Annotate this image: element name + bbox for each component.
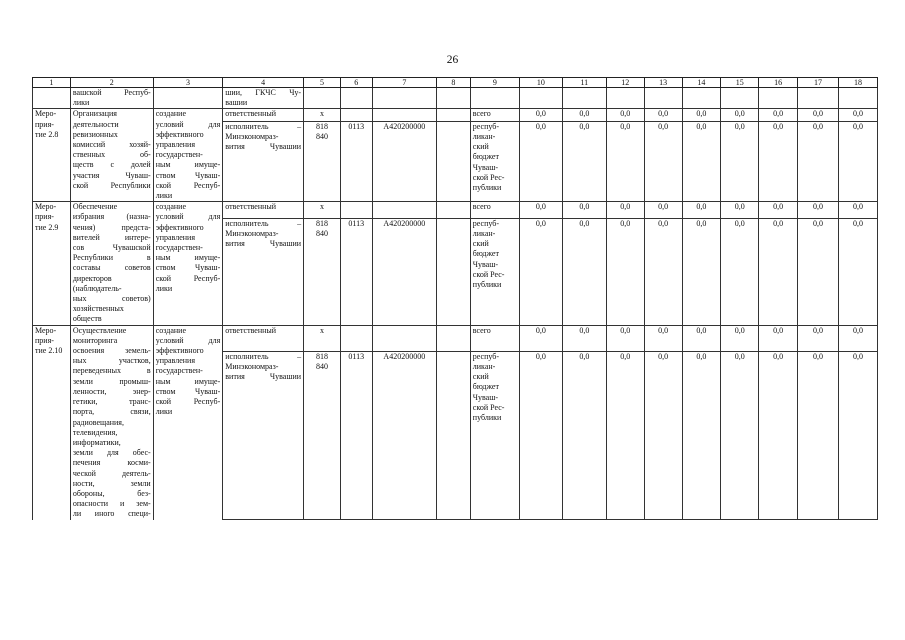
funding-source [470, 351, 519, 519]
amount-cell: 0,0 [682, 202, 721, 219]
column-header-16: 16 [759, 78, 798, 88]
amount-cell: 0,0 [798, 351, 839, 519]
event-description [70, 325, 153, 519]
event-goal [153, 325, 223, 519]
vr-code [437, 202, 471, 219]
column-header-9: 9 [470, 78, 519, 88]
continuation-empty-cell [153, 88, 223, 109]
continuation-empty-cell [721, 88, 759, 109]
event-description-line: (наблюдатель- [72, 283, 122, 293]
amount-cell: 0,0 [606, 109, 644, 121]
continuation-empty-cell [304, 88, 341, 109]
event-description-line: порта, связи, [72, 407, 151, 417]
funding-source: всего [470, 325, 519, 351]
amount-cell: 0,0 [519, 218, 562, 325]
event-goal-line: создание [155, 325, 187, 335]
amount-cell: 0,0 [838, 202, 877, 219]
vr-code [437, 109, 471, 121]
amount-cell: 0,0 [606, 121, 644, 201]
column-header-13: 13 [644, 78, 682, 88]
event-goal-line: эффективного [155, 129, 204, 139]
continuation-description-line: лики [72, 98, 90, 108]
amount-cell: 0,0 [759, 218, 798, 325]
amount-cell: 0,0 [606, 351, 644, 519]
event-goal-line: государствен- [155, 150, 203, 160]
event-goal-line: управления [155, 232, 195, 242]
amount-cell: 0,0 [759, 121, 798, 201]
amount-cell: 0,0 [562, 218, 606, 325]
continuation-row [33, 88, 878, 109]
amount-cell: 0,0 [606, 325, 644, 351]
funding-source-line: бюджет [472, 152, 499, 162]
table-header [33, 78, 878, 88]
event-goal-line: создание [155, 202, 187, 212]
event-goal-line: лики [155, 283, 173, 293]
column-header-4: 4 [223, 78, 304, 88]
amount-cell: 0,0 [798, 202, 839, 219]
event-description-line: ской Республики [72, 180, 151, 190]
event-description-line: опасности и зем- [72, 499, 151, 509]
event-row [33, 325, 878, 351]
event-goal-line: условий для [155, 335, 221, 345]
event-description-line: деятельности [72, 119, 119, 129]
executor-line: Минэкономраз- [225, 132, 279, 142]
executor-line: Минэкономраз- [225, 228, 279, 238]
funding-source-line: публики [472, 412, 502, 422]
event-description-line: ных советов) [72, 294, 151, 304]
event-description-line: составы советов [72, 263, 151, 273]
event-goal-line: ской Респуб- [155, 273, 221, 283]
funding-source-line: ский [472, 239, 489, 249]
event-description-line: сов Чувашской [72, 243, 151, 253]
executor-line: исполнитель – [225, 351, 302, 361]
event-number-line: Меро- [35, 325, 57, 335]
vr-code [437, 351, 471, 519]
funding-source-line: ский [472, 372, 489, 382]
csr-code [372, 109, 436, 121]
executor-line: Минэкономраз- [225, 361, 279, 371]
column-header-14: 14 [682, 78, 721, 88]
continuation-empty-cell [798, 88, 839, 109]
csr-code [372, 202, 436, 219]
event-description-line: Обеспечение [72, 202, 118, 212]
event-goal [153, 202, 223, 325]
event-goal-line: управления [155, 356, 195, 366]
vr-code [437, 121, 471, 201]
funding-source-line: респуб- [472, 121, 499, 131]
amount-cell: 0,0 [682, 351, 721, 519]
executor-line: вития Чувашии [225, 239, 302, 249]
continuation-empty-cell [644, 88, 682, 109]
vr-code [437, 325, 471, 351]
continuation-empty-cell [759, 88, 798, 109]
funding-source-line: ской Рес- [472, 172, 505, 182]
event-description-line: ществ с долей [72, 160, 151, 170]
column-header-8: 8 [437, 78, 471, 88]
column-header-17: 17 [798, 78, 839, 88]
event-description-line: чения) предста- [72, 222, 151, 232]
event-description-line: мониторинга [72, 335, 118, 345]
funding-source-line: Чуваш- [472, 162, 499, 172]
funding-source-line: респуб- [472, 218, 499, 228]
executor [223, 351, 304, 519]
rz-code: 0113 [340, 121, 372, 201]
event-goal-line: эффективного [155, 222, 204, 232]
event-number-line: прия- [35, 212, 54, 222]
amount-cell: 0,0 [798, 109, 839, 121]
funding-source-line: публики [472, 183, 502, 193]
rz-code: 0113 [340, 351, 372, 519]
event-description-line: ли иного специ- [72, 509, 151, 519]
event-number-line: тие 2.10 [35, 346, 63, 356]
grbs-code: x [304, 202, 341, 219]
funding-source-line: публики [472, 279, 502, 289]
event-description-line: ности, земли [72, 478, 151, 488]
grbs-code-line: 840 [315, 132, 328, 142]
column-header-18: 18 [838, 78, 877, 88]
executor [223, 218, 304, 325]
funding-source: всего [470, 202, 519, 219]
responsible-label: ответственный [223, 109, 304, 121]
event-number-line: тие 2.8 [35, 129, 59, 139]
amount-cell: 0,0 [759, 202, 798, 219]
event-row [33, 202, 878, 219]
grbs-code-line: 818 [315, 121, 328, 131]
amount-cell: 0,0 [562, 109, 606, 121]
amount-cell: 0,0 [682, 109, 721, 121]
event-description-line: печения косми- [72, 458, 151, 468]
event-goal-line: ством Чуваш- [155, 386, 221, 396]
grbs-code-line: 840 [315, 361, 328, 371]
event-description [70, 202, 153, 325]
amount-cell: 0,0 [721, 325, 759, 351]
event-goal-line: эффективного [155, 346, 204, 356]
event-number-line: Меро- [35, 202, 57, 212]
executor-line: вития Чувашии [225, 372, 302, 382]
amount-cell: 0,0 [721, 218, 759, 325]
amount-cell: 0,0 [759, 109, 798, 121]
rz-code [340, 109, 372, 121]
amount-cell: 0,0 [798, 121, 839, 201]
event-goal [153, 109, 223, 202]
amount-cell: 0,0 [606, 202, 644, 219]
grbs-code: x [304, 109, 341, 121]
vr-code [437, 218, 471, 325]
column-header-11: 11 [562, 78, 606, 88]
event-number-line: Меро- [35, 109, 57, 119]
amount-cell: 0,0 [838, 218, 877, 325]
continuation-description-line: вашской Респуб- [72, 88, 151, 97]
event-goal-line: лики [155, 407, 173, 417]
grbs-code: x [304, 325, 341, 351]
column-header-12: 12 [606, 78, 644, 88]
grbs-code-line: 818 [315, 218, 328, 228]
amount-cell: 0,0 [606, 218, 644, 325]
amount-cell: 0,0 [759, 325, 798, 351]
event-description-line: комиссий хозяй- [72, 140, 151, 150]
executor-line: исполнитель – [225, 121, 302, 131]
event-number [33, 109, 71, 202]
continuation-description [70, 88, 153, 109]
event-description-line: вителей интере- [72, 232, 151, 242]
funding-source-line: респуб- [472, 351, 499, 361]
amount-cell: 0,0 [644, 202, 682, 219]
event-number-line: прия- [35, 119, 54, 129]
funding-source-line: бюджет [472, 249, 499, 259]
event-description-line: ственных об- [72, 150, 151, 160]
amount-cell: 0,0 [838, 325, 877, 351]
amount-cell: 0,0 [759, 351, 798, 519]
funding-source-line: ликан- [472, 361, 496, 371]
column-header-3: 3 [153, 78, 223, 88]
event-row [33, 109, 878, 121]
event-goal-line: ным имуще- [155, 160, 221, 170]
amount-cell: 0,0 [519, 351, 562, 519]
event-description-line: обществ [72, 314, 102, 324]
responsible-label: ответственный [223, 325, 304, 351]
event-description-line: ревизионных [72, 129, 118, 139]
event-description-line: ленности, энер- [72, 386, 151, 396]
grbs-code [304, 351, 341, 519]
event-description-line: информатики, [72, 437, 121, 447]
continuation-empty-cell [372, 88, 436, 109]
amount-cell: 0,0 [682, 218, 721, 325]
column-header-2: 2 [70, 78, 153, 88]
amount-cell: 0,0 [798, 218, 839, 325]
column-header-1: 1 [33, 78, 71, 88]
amount-cell: 0,0 [682, 121, 721, 201]
continuation-empty-cell [562, 88, 606, 109]
event-goal-line: государствен- [155, 243, 203, 253]
column-header-10: 10 [519, 78, 562, 88]
continuation-responsible [223, 88, 304, 109]
amount-cell: 0,0 [562, 351, 606, 519]
executor [223, 121, 304, 201]
page-number: 26 [446, 54, 459, 66]
event-goal-line: создание [155, 109, 187, 119]
event-description-line: хозяйственных [72, 304, 124, 314]
funding-source-line: ликан- [472, 132, 496, 142]
amount-cell: 0,0 [721, 121, 759, 201]
continuation-responsible-line: шии, ГКЧС Чу- [225, 88, 302, 97]
event-goal-line: ством Чуваш- [155, 170, 221, 180]
funding-source-line: Чуваш- [472, 392, 499, 402]
amount-cell: 0,0 [519, 109, 562, 121]
event-description-line: обороны, без- [72, 488, 151, 498]
event-goal-line: условий для [155, 119, 221, 129]
event-goal-line: ской Респуб- [155, 397, 221, 407]
executor-line: вития Чувашии [225, 142, 302, 152]
event-goal-line: условий для [155, 212, 221, 222]
funding-source-line: ский [472, 142, 489, 152]
csr-code: А420200000 [372, 218, 436, 325]
grbs-code-line: 840 [315, 228, 328, 238]
funding-source [470, 218, 519, 325]
continuation-empty-cell [33, 88, 71, 109]
event-description-line: ных участков, [72, 356, 151, 366]
event-goal-line: ным имуще- [155, 376, 221, 386]
column-header-6: 6 [340, 78, 372, 88]
amount-cell: 0,0 [838, 109, 877, 121]
event-goal-line: лики [155, 191, 173, 201]
amount-cell: 0,0 [562, 121, 606, 201]
event-description-line: радиовещания, [72, 417, 124, 427]
event-description-line: Осуществление [72, 325, 127, 335]
csr-code: А420200000 [372, 121, 436, 201]
executor-line: исполнитель – [225, 218, 302, 228]
amount-cell: 0,0 [721, 109, 759, 121]
continuation-empty-cell [340, 88, 372, 109]
continuation-responsible-line: вашии [225, 98, 248, 108]
funding-source [470, 121, 519, 201]
rz-code [340, 202, 372, 219]
event-description-line: переведенных в [72, 366, 151, 376]
continuation-empty-cell [682, 88, 721, 109]
funding-source-line: бюджет [472, 382, 499, 392]
column-header-15: 15 [721, 78, 759, 88]
amount-cell: 0,0 [519, 202, 562, 219]
amount-cell: 0,0 [644, 218, 682, 325]
event-description-line: Организация [72, 109, 117, 119]
event-description-line: освоения земель- [72, 346, 151, 356]
amount-cell: 0,0 [562, 202, 606, 219]
event-description-line: гетики, транс- [72, 397, 151, 407]
event-goal-line: ством Чуваш- [155, 263, 221, 273]
event-description-line: избрания (назна- [72, 212, 151, 222]
grbs-code [304, 218, 341, 325]
event-goal-line: управления [155, 140, 195, 150]
amount-cell: 0,0 [721, 351, 759, 519]
continuation-empty-cell [838, 88, 877, 109]
funding-source: всего [470, 109, 519, 121]
event-description-line: телевидения, [72, 427, 118, 437]
csr-code: А420200000 [372, 351, 436, 519]
funding-source-line: Чуваш- [472, 259, 499, 269]
column-header-5: 5 [304, 78, 341, 88]
event-description [70, 109, 153, 202]
event-number [33, 202, 71, 325]
event-number-line: тие 2.9 [35, 222, 59, 232]
event-description-line: директоров [72, 273, 112, 283]
continuation-empty-cell [437, 88, 471, 109]
csr-code [372, 325, 436, 351]
amount-cell: 0,0 [519, 121, 562, 201]
continuation-empty-cell [519, 88, 562, 109]
rz-code: 0113 [340, 218, 372, 325]
amount-cell: 0,0 [838, 121, 877, 201]
amount-cell: 0,0 [519, 325, 562, 351]
amount-cell: 0,0 [644, 109, 682, 121]
event-description-line: земли для обес- [72, 448, 151, 458]
amount-cell: 0,0 [562, 325, 606, 351]
responsible-label: ответственный [223, 202, 304, 219]
funding-source-line: ской Рес- [472, 402, 505, 412]
event-description-line: Республики в [72, 253, 151, 263]
event-number [33, 325, 71, 519]
amount-cell: 0,0 [798, 325, 839, 351]
amount-cell: 0,0 [682, 325, 721, 351]
event-description-line: земли промыш- [72, 376, 151, 386]
event-goal-line: ным имуще- [155, 253, 221, 263]
program-events-table [32, 77, 878, 520]
column-header-7: 7 [372, 78, 436, 88]
event-description-line: участия Чуваш- [72, 170, 151, 180]
funding-source-line: ской Рес- [472, 269, 505, 279]
amount-cell: 0,0 [644, 325, 682, 351]
amount-cell: 0,0 [644, 351, 682, 519]
amount-cell: 0,0 [838, 351, 877, 519]
funding-source-line: ликан- [472, 228, 496, 238]
rz-code [340, 325, 372, 351]
event-goal-line: государствен- [155, 366, 203, 376]
event-description-line: ческой деятель- [72, 468, 151, 478]
event-goal-line: ской Респуб- [155, 180, 221, 190]
amount-cell: 0,0 [721, 202, 759, 219]
event-number-line: прия- [35, 335, 54, 345]
amount-cell: 0,0 [644, 121, 682, 201]
grbs-code [304, 121, 341, 201]
continuation-empty-cell [470, 88, 519, 109]
continuation-empty-cell [606, 88, 644, 109]
grbs-code-line: 818 [315, 351, 328, 361]
